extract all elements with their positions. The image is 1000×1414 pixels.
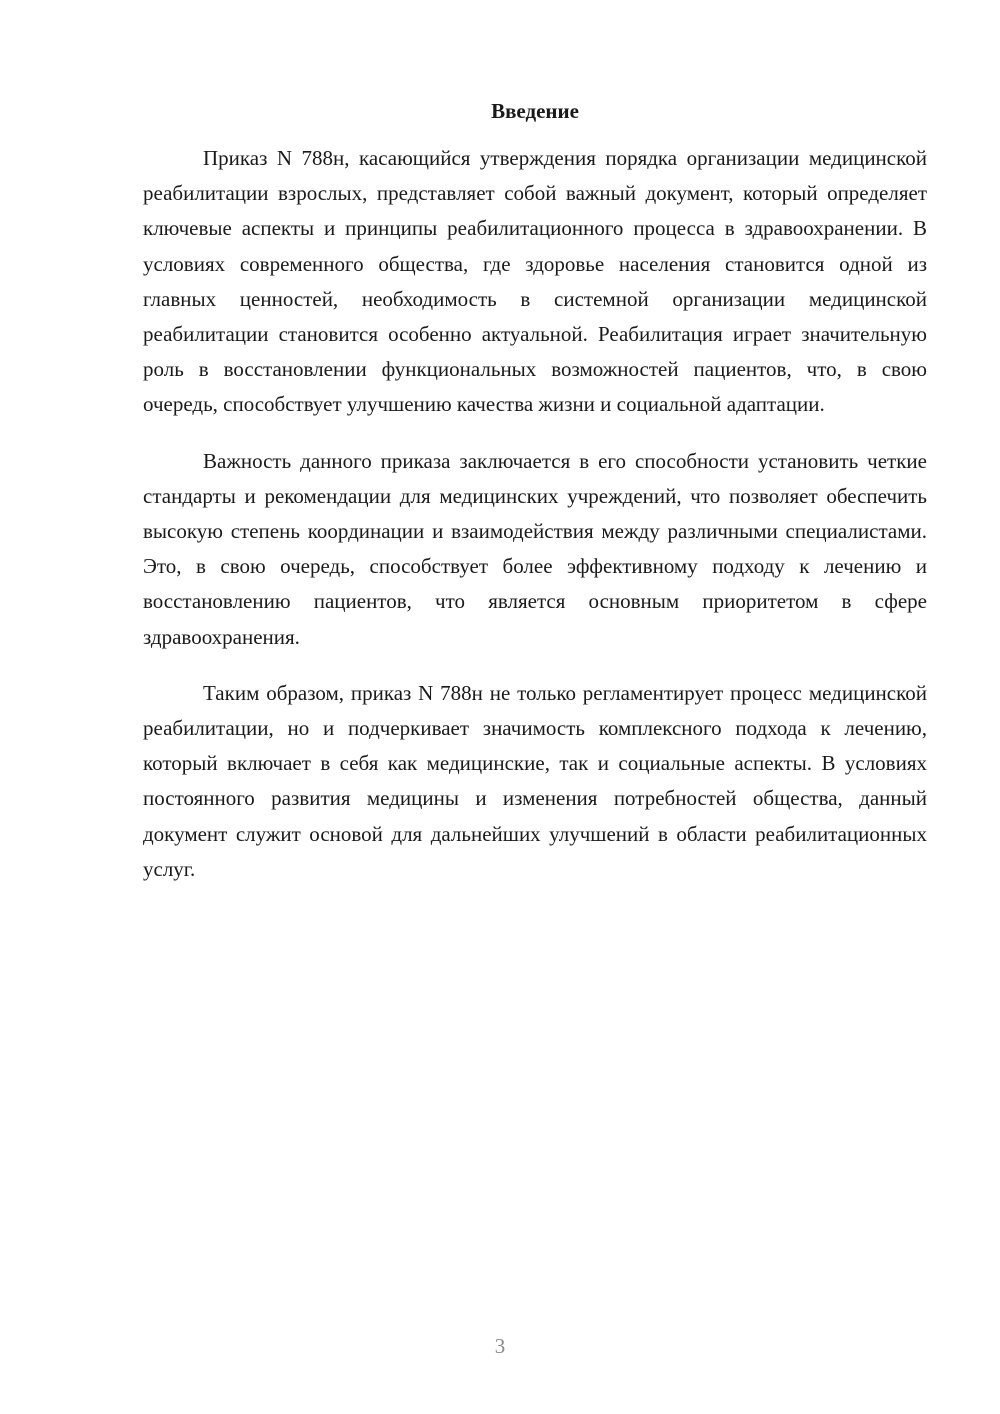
paragraph-2: Важность данного приказа заключается в его способности установить четкие стандарты и рекомендации для медицинских учреждений, что позволяет обеспечить высокую степень координации и взаимодействия между различными специалистами. Это, в свою очередь, способствует более эффективному подходу к лечению и восстановлению пациентов, что является основным приоритетом в сфере здравоохранения. (143, 448, 927, 649)
section-title: Введение (491, 99, 579, 123)
document-body (143, 141, 927, 908)
paragraph-1: Приказ N 788н, касающийся утверждения порядка организации медицинской реабилитации взрослых, представляет собой важный документ, который определяет ключевые аспекты и принципы реабилитационного процесса в здравоохранении. В условиях современного общества, где здоровье населения становится одной из главных ценностей, необходимость в системной организации медицинской реабилитации становится особенно актуальной. Реабилитация играет значительную роль в восстановлении функциональных возможностей пациентов, что, в свою очередь, способствует улучшению качества жизни и социальной адаптации. (143, 146, 927, 417)
page-number: 3 (494, 1334, 506, 1358)
paragraph-3: Таким образом, приказ N 788н не только регламентирует процесс медицинской реабилитации, но и подчеркивает значимость комплексного подхода к лечению, который включает в себя как медицинские, так и социальные аспекты. В условиях постоянного развития медицины и изменения потребностей общества, данный документ служит основой для дальнейших улучшений в области реабилитационных услуг. (143, 680, 927, 881)
